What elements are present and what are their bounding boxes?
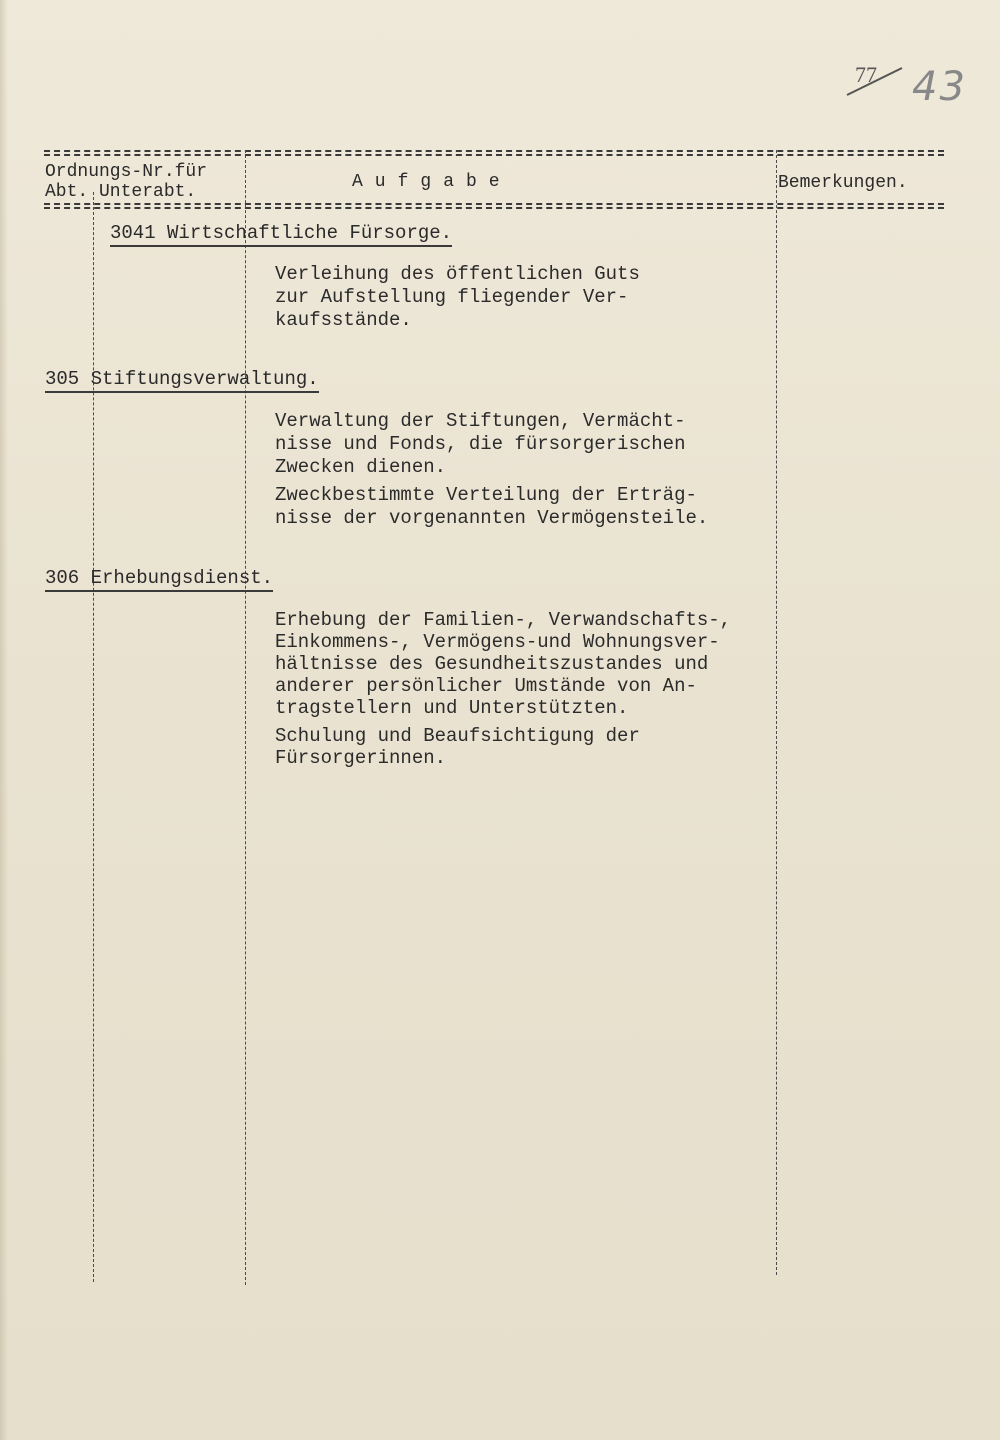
header-ordnungs-nr: Ordnungs-Nr.für [45, 162, 208, 182]
column-divider-aufgabe [245, 150, 246, 1285]
header-rule-bottom-second [44, 207, 944, 209]
header-abt-unterabt: Abt. Unterabt. [45, 182, 197, 202]
body-line: Einkommens-, Vermögens-und Wohnungsver- [275, 631, 720, 653]
header-bemerkungen: Bemerkungen. [778, 173, 908, 193]
page-number-handwritten: 43 [912, 64, 967, 110]
body-line: zur Aufstellung fliegender Ver- [275, 286, 629, 308]
strike-mark [842, 60, 912, 100]
body-line: nisse und Fonds, die fürsorgerischen [275, 433, 686, 455]
body-line: kaufsstände. [275, 309, 412, 331]
body-line: Fürsorgerinnen. [275, 747, 447, 769]
body-line: Zweckbestimmte Verteilung der Erträg- [275, 484, 697, 506]
header-rule-bottom [44, 203, 944, 205]
body-line: tragstellern und Unterstützten. [275, 697, 629, 719]
body-line: anderer persönlicher Umstände von An- [275, 675, 697, 697]
section-heading-3041: 3041 Wirtschaftliche Fürsorge. [110, 222, 452, 247]
body-line: Zwecken dienen. [275, 456, 447, 478]
header-rule-top [44, 150, 944, 152]
page-number-typed: 77 [855, 62, 877, 87]
header-aufgabe: Aufgabe [352, 172, 512, 192]
column-divider-bemerkungen [776, 150, 777, 1275]
body-line: Erhebung der Familien-, Verwandschafts-, [275, 609, 732, 631]
body-line: Verwaltung der Stiftungen, Vermächt- [275, 410, 686, 432]
body-line: Verleihung des öffentlichen Guts [275, 263, 640, 285]
body-line: nisse der vorgenannten Vermögensteile. [275, 507, 709, 529]
body-line: Schulung und Beaufsichtigung der [275, 725, 640, 747]
section-heading-306: 306 Erhebungsdienst. [45, 567, 273, 592]
header-rule-top-second [44, 154, 944, 156]
section-heading-305: 305 Stiftungsverwaltung. [45, 368, 319, 393]
body-line: hältnisse des Gesundheitszustandes und [275, 653, 709, 675]
column-divider-abt [93, 192, 94, 1282]
